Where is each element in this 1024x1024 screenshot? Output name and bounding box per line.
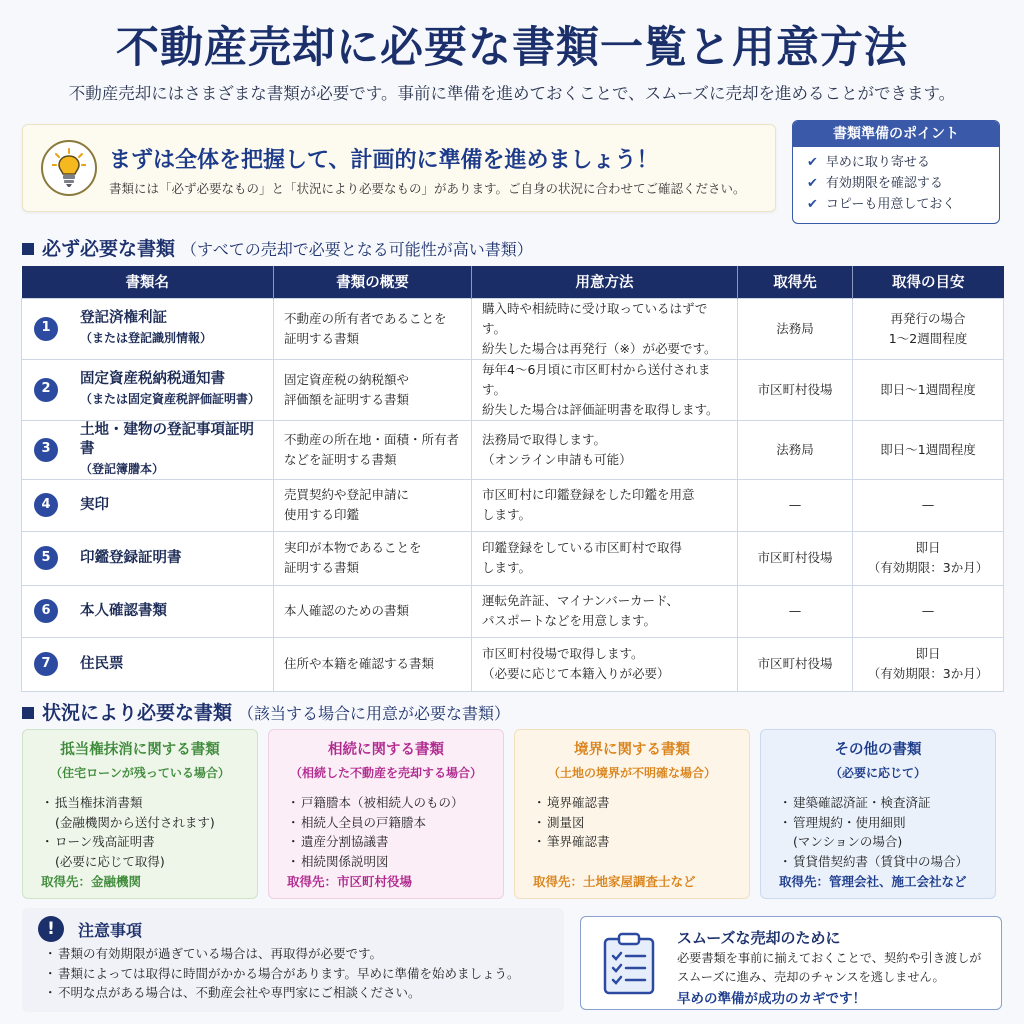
list-item: ・ 境界確認書 [533, 795, 610, 810]
doc-name-cell [22, 479, 274, 531]
card-list [23, 793, 257, 871]
check-icon: ✔ [807, 176, 818, 191]
check-icon: ✔ [807, 155, 818, 170]
column-header: 書類名 [22, 266, 274, 298]
doc-name: 登記済権利証 [80, 310, 167, 327]
caution-list [44, 944, 520, 1003]
number-badge: 2 [34, 378, 58, 402]
source-cell: 市区町村役場 [738, 531, 853, 585]
smooth-sale-box [580, 916, 1002, 1010]
intro-text: 書類には「必ず必要なもの」と「状況により必要なもの」があります。ご自身の状況に合わせてご確認ください。 [109, 181, 746, 196]
card-title: その他の書類 [834, 742, 922, 758]
card-source: 取得先：金融機関 [41, 874, 142, 889]
number-badge: 6 [34, 599, 58, 623]
time-cell: — [853, 479, 1004, 531]
smooth-title: スムーズな売却のために [677, 929, 841, 947]
number-badge: 4 [34, 493, 58, 517]
method-cell: 購入時や相続時に受け取っているはずです。 紛失した場合は再発行（※）が必要です。 [472, 298, 738, 359]
doc-name-cell [22, 637, 274, 691]
method-cell: 市区町村に印鑑登録をした印鑑を用意 します。 [472, 479, 738, 531]
list-item: ・ 相続人全員の戸籍謄本 [287, 814, 427, 830]
list-item: (必要に応じて取得) [55, 853, 165, 869]
card-subtitle: （住宅ローンが残っている場合） [50, 766, 230, 780]
doc-name-cell [22, 531, 274, 585]
summary-cell: 売買契約や登記申請に 使用する印鑑 [274, 479, 472, 531]
method-cell: 毎年4〜6月頃に市区町村から送付されます。 紛失した場合は評価証明書を取得します。 [472, 359, 738, 420]
card-title: 境界に関する書類 [574, 742, 690, 758]
source-cell: 法務局 [738, 420, 853, 479]
table-row [22, 637, 1004, 691]
section-header-required [22, 234, 533, 261]
doc-name: 実印 [80, 496, 109, 513]
card-source: 取得先：管理会社、施工会社など [779, 874, 967, 889]
doc-name-cell [22, 359, 274, 420]
section-title: 必ず必要な書類 [42, 238, 176, 260]
source-cell: — [738, 585, 853, 637]
summary-cell: 実印が本物であることを 証明する書類 [274, 531, 472, 585]
card-subtitle: （相続した不動産を売却する場合） [289, 766, 482, 780]
list-item: ・ 遺産分割協議書 [287, 834, 389, 849]
section-header-situational [22, 698, 510, 725]
intro-card [22, 124, 776, 212]
page-title: 不動産売却に必要な書類一覧と用意方法 [116, 23, 908, 73]
points-list [793, 147, 999, 215]
square-icon [22, 243, 34, 255]
list-item: ・ 管理規約・使用細則 [779, 814, 906, 830]
source-cell: 法務局 [738, 298, 853, 359]
card-source: 取得先：土地家屋調査士など [533, 874, 696, 889]
method-cell: 運転免許証、マイナンバーカード、 パスポートなどを用意します。 [472, 585, 738, 637]
number-badge: 3 [34, 438, 58, 462]
doc-name: 印鑑登録証明書 [80, 549, 182, 566]
doc-name-cell [22, 298, 274, 359]
list-item: (マンションの場合) [793, 834, 903, 849]
doc-name: 本人確認書類 [80, 602, 167, 619]
caution-box [22, 908, 564, 1012]
list-item: ・ 抵当権抹消書類 [41, 795, 143, 810]
column-header: 取得先 [738, 266, 853, 298]
card-title: 抵当権抹消に関する書類 [60, 742, 220, 758]
list-item: ・ 相続関係説明図 [287, 853, 389, 869]
card-source: 取得先：市区町村役場 [287, 874, 413, 889]
required-documents-table [21, 266, 1004, 692]
table-row [22, 479, 1004, 531]
list-item: ✔ 早めに取り寄せる [807, 152, 999, 173]
list-item: ・ 書類によっては取得に時間がかかる場合があります。早めに準備を始めましょう。 [44, 965, 520, 981]
source-cell: 市区町村役場 [738, 359, 853, 420]
time-cell: — [853, 585, 1004, 637]
page-subtitle: 不動産売却にはさまざまな書類が必要です。事前に準備を進めておくことで、スムーズに売却を進めることができます。 [68, 84, 956, 103]
column-header: 取得の目安 [853, 266, 1004, 298]
source-cell: 市区町村役場 [738, 637, 853, 691]
time-cell: 即日〜1週間程度 [853, 359, 1004, 420]
list-item: ✔ 有効期限を確認する [807, 173, 999, 194]
time-cell: 即日〜1週間程度 [853, 420, 1004, 479]
situation-card [22, 729, 258, 899]
method-cell: 印鑑登録をしている市区町村で取得 します。 [472, 531, 738, 585]
time-cell: 再発行の場合 1〜2週間程度 [853, 298, 1004, 359]
doc-name: 固定資産税納税通知書 [80, 371, 225, 388]
situation-card [268, 729, 504, 899]
method-cell: 法務局で取得します。 （オンライン申請も可能） [472, 420, 738, 479]
doc-name: 住民票 [80, 655, 124, 672]
exclamation-icon: ! [38, 916, 64, 942]
points-title: 書類準備のポイント [793, 121, 999, 147]
doc-name-cell [22, 585, 274, 637]
table-row [22, 298, 1004, 359]
card-subtitle: （土地の境界が不明確な場合） [547, 766, 716, 780]
card-list [761, 793, 995, 871]
card-list [515, 793, 749, 852]
doc-name: 土地・建物の登記事項証明書 [80, 421, 254, 458]
list-item: ・ 賃貸借契約書（賃貸中の場合） [779, 853, 969, 869]
summary-cell: 本人確認のための書類 [274, 585, 472, 637]
time-cell: 即日 （有効期限：3か月） [853, 531, 1004, 585]
intro-heading: まずは全体を把握して、計画的に準備を進めましょう！ [109, 148, 659, 173]
summary-cell: 固定資産税の納税額や 評価額を証明する書類 [274, 359, 472, 420]
square-icon [22, 707, 34, 719]
card-title: 相続に関する書類 [328, 742, 444, 758]
column-header: 書類の概要 [274, 266, 472, 298]
list-item: ・ 書類の有効期限が過ぎている場合は、再取得が必要です。 [44, 946, 383, 961]
card-list [269, 793, 503, 871]
table-row [22, 531, 1004, 585]
doc-name-cell [22, 420, 274, 479]
summary-cell: 住所や本籍を確認する書類 [274, 637, 472, 691]
situation-card [760, 729, 996, 899]
summary-cell: 不動産の所在地・面積・所有者 などを証明する書類 [274, 420, 472, 479]
table-row [22, 420, 1004, 479]
section-note: （該当する場合に用意が必要な書類） [238, 704, 511, 723]
list-item: ・ 測量図 [533, 814, 585, 830]
table-row [22, 359, 1004, 420]
list-item: (金融機関から送付されます) [55, 814, 215, 830]
doc-subname: （登記簿謄本） [80, 461, 165, 476]
list-item: ・ 不明な点がある場合は、不動産会社や専門家にご相談ください。 [44, 985, 421, 1000]
points-box [792, 120, 1000, 224]
smooth-text: 必要書類を事前に揃えておくことで、契約や引き渡しが スムーズに進み、売却のチャンスを逃しません。 [677, 951, 982, 984]
lightbulb-icon [41, 140, 97, 196]
number-badge: 1 [34, 317, 58, 341]
method-cell: 市区町村役場で取得します。 （必要に応じて本籍入りが必要） [472, 637, 738, 691]
time-cell: 即日 （有効期限：3か月） [853, 637, 1004, 691]
table-header-row [22, 266, 1004, 298]
list-item: ・ 戸籍謄本（被相続人のもの） [287, 795, 464, 810]
doc-subname: （または固定資産税評価証明書） [80, 391, 261, 406]
list-item: ✔ コピーも用意しておく [807, 194, 999, 215]
situation-card [514, 729, 750, 899]
section-note: （すべての売却で必要となる可能性が高い書類） [181, 240, 533, 259]
card-subtitle: （必要に応じて） [829, 766, 926, 780]
summary-cell: 不動産の所有者であることを 証明する書類 [274, 298, 472, 359]
number-badge: 7 [34, 652, 58, 676]
table-row [22, 585, 1004, 637]
column-header: 用意方法 [472, 266, 738, 298]
caution-title: 注意事項 [78, 921, 143, 940]
number-badge: 5 [34, 546, 58, 570]
clipboard-checklist-icon [601, 931, 657, 999]
source-cell: — [738, 479, 853, 531]
check-icon: ✔ [807, 197, 818, 212]
list-item: ・ 建築確認済証・検査済証 [779, 795, 931, 810]
smooth-emphasis: 早めの準備が成功のカギです！ [677, 991, 866, 1007]
list-item: ・ 筆界確認書 [533, 834, 610, 849]
list-item: ・ ローン残高証明書 [41, 834, 155, 849]
section-title: 状況により必要な書類 [42, 702, 233, 724]
doc-subname: （または登記識別情報） [80, 330, 213, 345]
